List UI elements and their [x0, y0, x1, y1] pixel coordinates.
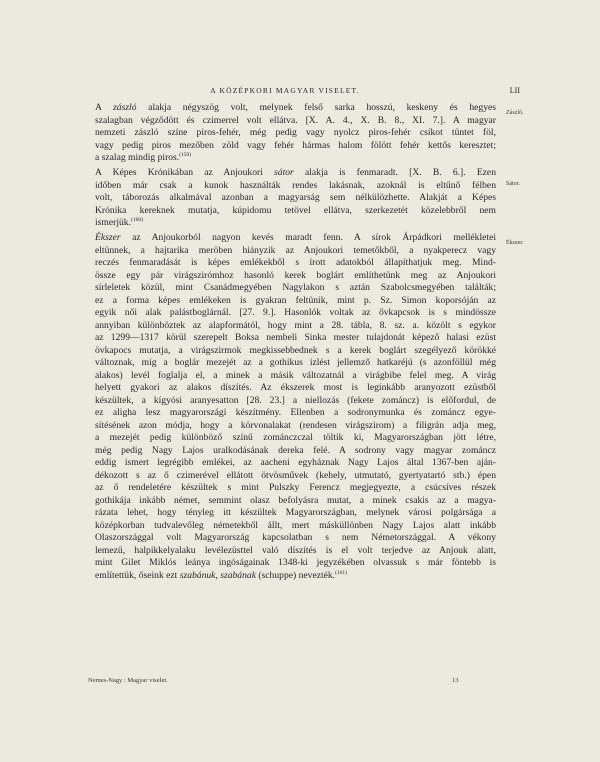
text-line: eltünnek, a hajtarika meröben hiányzik az Anjoukori temetőkből, a nyakperecz vagy — [95, 244, 496, 256]
italic-term: Ékszer — [95, 232, 121, 243]
text-line: mint Gilet Miklós leánya ingóságainak 1348-ki jegyzékében olvassuk s már föntebb is — [95, 557, 496, 568]
paragraph-ekszer — [81, 232, 496, 582]
text-line: gothikája inkább német, semmint olasz befolyásra mutat, a minek csakis az a magya- — [95, 494, 496, 506]
text-line: annyiban különböztek az alapformától, hogy mint a 28. tábla, 8. sz. a. közölt s egykor — [95, 319, 496, 331]
text-line: a mezejét pedig különböző színű zománczczal töltik ki, Magyarországban jött létre, — [95, 432, 496, 443]
text-line: lemezű, halpikkelyalaku levélezüsttel való díszítés is el volt terjedve az Anjouk alatt, — [95, 544, 496, 556]
text-line: középkorban tudvalevőleg németekből állt, mert másküllönben Nagy Lajos alatt inkább — [95, 519, 496, 531]
running-header: A KÖZÉPKORI MAGYAR VISELET. — [210, 86, 360, 95]
footnote-ref: (161) — [335, 569, 348, 576]
text-line: készültek, a kígyósi aranyesatton [28. 23.] a niellozás (fekete zománcz) is előfordul, de — [95, 394, 496, 406]
italic-term: sátor — [274, 167, 294, 178]
text-line: a szalag mindig piros.$^{(159)}$ — [95, 152, 192, 163]
margin-note-zaszlo: Zászló. — [506, 110, 524, 116]
text-line: volt, táborozás alkalmával azonban a magyarság sem nélkülözhette. Alakját a Képes — [95, 192, 496, 203]
text-line: nemzeti zászló színe piros-fehér, még pedig vagy nyolcz piros-fehér csíkot tüntet föl, — [95, 127, 496, 138]
text-line: említettük, őseink ezt szabánuk, szabának (schuppe) nevezték.$^{(161)}$ — [95, 569, 348, 581]
text-line: az ő rendeletére készültek s mint Pulszky Ferencz megjegyezte, a csúcsíves részek — [95, 482, 496, 493]
text-line: sítésének azon módja, hogy a körvonalakat (rendesen virágszirom) a filigrán adja meg, — [95, 419, 496, 431]
footnote-ref: (159) — [179, 152, 192, 158]
text-line: még pedig Nagy Lajos uralkodásának dereka felé. A sodrony vagy magyar zománcz — [95, 444, 496, 456]
page-number: LII — [509, 86, 520, 95]
body-text — [81, 102, 496, 582]
text-line: Ékszer az Anjoukorból nagyon kevés maradt fenn. A sírok Árpádkori mellékletei — [95, 232, 496, 243]
paragraph-zaszlo — [81, 102, 496, 165]
margin-note-ekszer: Ékszer. — [506, 240, 524, 246]
text-line: változnak, míg a boglár mezejét az a gothikus izlést jellemző hatkaréjú (s azonföllül még — [95, 357, 496, 368]
text-line: A Képes Krónikában az Anjoukori sátor alakja is fenmaradt. [X. B. 6.]. Ezen — [95, 167, 496, 178]
text-line: sírleletek közül, mint Csanádmegyében Nagylakon s aztán Szabolcsmegyében találták; — [95, 282, 496, 293]
text-line: ez a forma képes emlékeken is gyakran feltünik, mint p. Sz. Simon koporsóján az — [95, 294, 496, 306]
text-line: ismerjük.$^{(160)}$ — [95, 217, 143, 228]
italic-term: szabának — [220, 569, 256, 581]
text-line: egyik női alak palástboglárnál. [27. 9.]. Hasonlók voltak az ővkapcsok is s mindössze — [95, 307, 496, 318]
text-line: reczés fenmaradását is képes emlékekből s írott adatokból állapíthatjuk meg. Mind- — [95, 257, 496, 268]
text-line: Krónika kereknek mutatja, kúpidomu tetövel ellátva, szerkezetét közelebbről nem — [95, 204, 496, 216]
footer-signature: Nemes-Nagy : Magyar viselet. — [88, 677, 168, 684]
footer-sheet-number: 13 — [452, 677, 459, 684]
text-line: rázata lehet, hogy tényleg itt készültek Magyarországban, melynek városi polgársága a — [95, 507, 496, 518]
text-line: A zászló alakja négyszög volt, melynek felső sarka hosszú, keskeny és hegyes — [95, 102, 496, 113]
footnote-ref: (160) — [130, 217, 143, 223]
italic-term: szabánuk — [179, 569, 216, 581]
text-line: dékozott s az ő czimerével ellátott ötvösművek (kehely, utmutató, gyertyatartó stb.) épen — [95, 469, 496, 481]
text-line: össze egy pár virágszirómhoz hasonló kerek boglárt említhetünk meg az Anjoukori — [95, 269, 496, 281]
italic-term: zászló — [113, 102, 137, 113]
paragraph-sator — [81, 167, 496, 230]
text-line: alakos) levél foglalja el, a minek a másik változatnál a virágbibe felel meg. A virág — [95, 369, 496, 381]
text-line: övkapocs mutatja, a virágszirmok megkissebbednek s a kerek boglárt szegélyező körökké — [95, 344, 496, 356]
text-line: eddig ismert legrégibb emlékei, az aacheni egyháznak Nagy Lajos által 1367-ben aján- — [95, 457, 496, 468]
text-line: ez aligha lesz magyarországi készítmény. Ellenben a sodronymunka és zománcz egye- — [95, 407, 496, 418]
text-line: az 1299—1317 körül szerepelt Boksa nembeli Sinka mester tulajdonát képező halasi ezüst — [95, 332, 496, 343]
text-line: vagy pedig piros mezőben zöld vagy fehér hármas halom fölött fehér kettős keresztet; — [95, 139, 496, 151]
text-line: helyett gyakori az alakos díszítés. Az ékszerek most is legínkább aranyozott ezüstből — [95, 382, 496, 393]
text-line: szalagban végződött és czimerrel volt ellátva. [X. A. 4., X. B. 8., XI. 7.]. A magyar — [95, 114, 496, 126]
text-line: Olaszországgal volt Magyarország kapcsolatban s nem Németországgal. A vékony — [95, 532, 496, 543]
text-line: időben már csak a kunok használták rendes lakásnak, azoknál is eltűnő félben — [95, 179, 496, 191]
margin-note-sator: Sátor. — [506, 181, 520, 187]
